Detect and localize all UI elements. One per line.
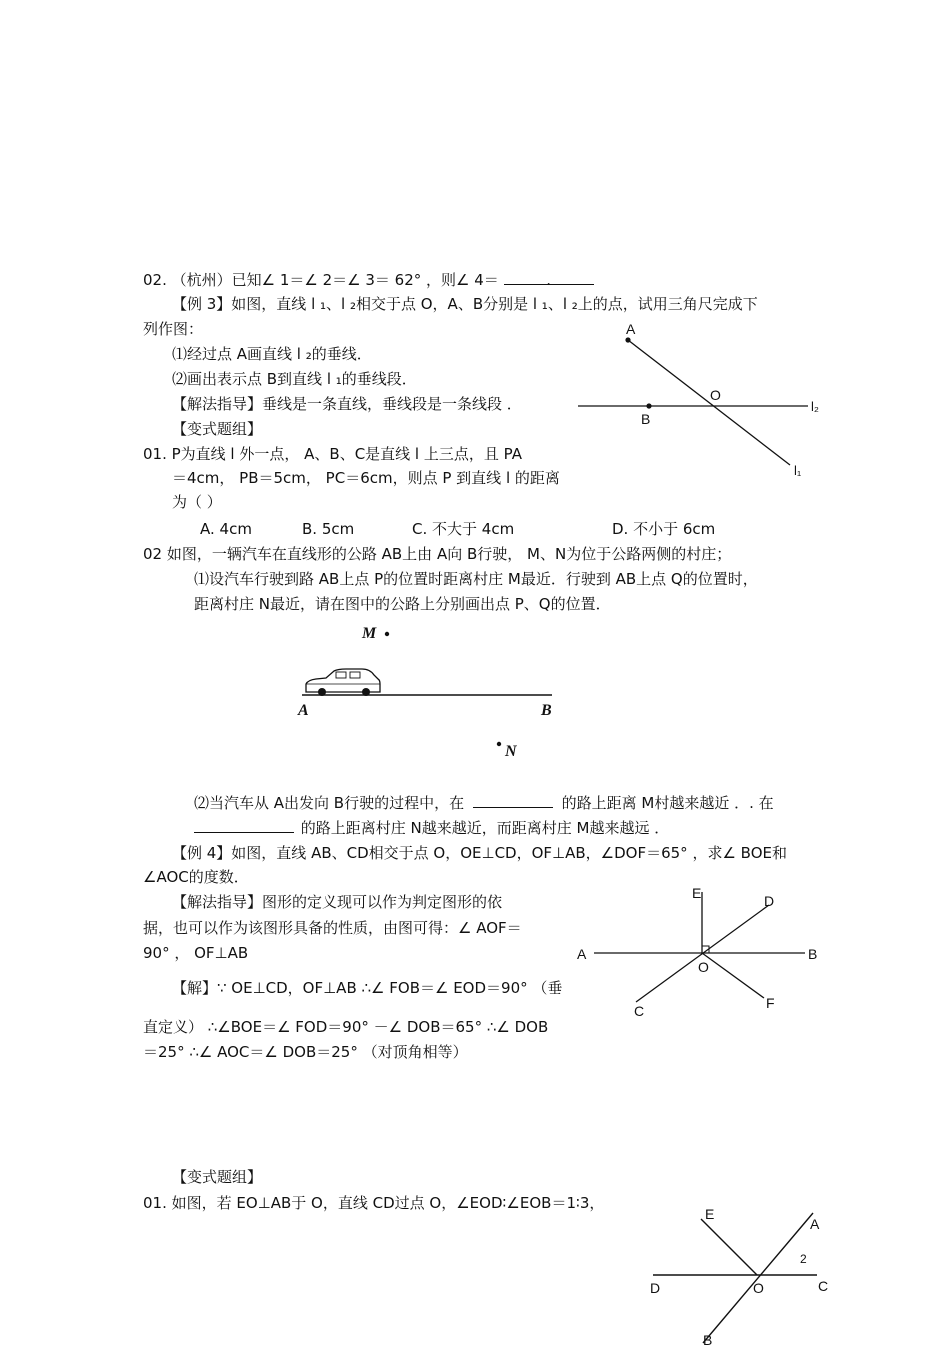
- variant01-line1: 01. P为直线 l 外一点， A、B、C是直线 l 上三点，且 PA: [143, 445, 522, 463]
- point-m: [385, 632, 389, 636]
- car-icon: [306, 669, 380, 696]
- point-n: [497, 742, 501, 746]
- answer-blank: .: [504, 270, 594, 285]
- label-b: B: [641, 411, 651, 427]
- label-n: N: [505, 743, 517, 760]
- label-a: A: [298, 702, 309, 719]
- example4-guide2: 据，也可以作为该图形具备的性质，由图可得：∠ AOF＝: [143, 919, 522, 937]
- variant2-question01: 01. 如图，若 EO⊥AB于 O，直线 CD过点 O，∠EOD∶∠EOB＝1∶3，: [143, 1194, 605, 1212]
- label-b: B: [541, 702, 552, 719]
- question-02-car-sub2-line1: [194, 793, 774, 813]
- figure-angle-example4: [570, 880, 830, 1025]
- answer-blank: [194, 818, 294, 833]
- option-d: D. 不小于 6cm: [612, 520, 716, 538]
- example3-line1: 【例 3】如图，直线 l ₁、l ₂相交于点 O，A、B分别是 l ₁、l ₂上的点，试用三角尺完成下: [172, 295, 758, 313]
- question-text: 02. （杭州）已知∠ 1＝∠ 2＝∠ 3＝ 62° ，则∠ 4＝: [143, 271, 499, 289]
- example3-variant-title: 【变式题组】: [172, 420, 263, 438]
- ray-of: [702, 953, 764, 998]
- option-b: B. 5cm: [302, 520, 355, 538]
- variant01-line2: ＝4cm， PB＝5cm， PC＝6cm，则点 P 到直线 l 的距离: [172, 469, 560, 487]
- label-l1: l₁: [794, 463, 802, 478]
- example3-line2: 列作图：: [143, 320, 204, 338]
- label-l2: l₂: [811, 399, 819, 414]
- label-a: A: [577, 946, 587, 962]
- example4-guide1: 【解法指导】图形的定义现可以作为判定图形的依: [172, 893, 503, 911]
- figure-road-with-car: [290, 620, 570, 770]
- question-02-car-sub1-line2: 距离村庄 N最近，请在图中的公路上分别画出点 P、Q的位置．: [194, 595, 611, 613]
- variant2-title: 【变式题组】: [172, 1168, 263, 1186]
- example3-item1: ⑴经过点 A画直线 l ₂的垂线．: [172, 345, 372, 363]
- point-a: [625, 337, 630, 342]
- figure-intersecting-lines-l1-l2: [570, 318, 830, 483]
- question-02-hangzhou: [143, 270, 594, 290]
- example4-solution2: 直定义） ∴∠BOE＝∠ FOD＝90° －∠ DOB＝65° ∴∠ DOB: [143, 1018, 549, 1036]
- label-o: O: [698, 959, 709, 975]
- label-o: O: [753, 1280, 764, 1296]
- example3-guide: 【解法指导】垂线是一条直线，垂线段是一条线段 ．: [172, 395, 522, 413]
- sub2-text-c: 的路上距离村庄 N越来越近，而距离村庄 M越来越远 ．: [300, 819, 670, 837]
- example4-solution3: ＝25° ∴∠ AOC＝∠ DOB＝25° （对顶角相等）: [143, 1043, 468, 1061]
- label-c: C: [634, 1003, 645, 1019]
- option-c: C. 不大于 4cm: [412, 520, 515, 538]
- answer-blank: [473, 793, 553, 808]
- ray-oe: [701, 1219, 757, 1275]
- label-a: A: [810, 1216, 820, 1232]
- sub2-text-a: ⑵当汽车从 A出发向 B行驶的过程中，在: [194, 794, 465, 812]
- variant01-line3: 为（ ）: [172, 493, 222, 511]
- sub2-text-b: 的路上距离 M村越来越近 ．. 在: [561, 794, 774, 812]
- line-ab: [703, 1213, 813, 1343]
- example4-line1: 【例 4】如图，直线 AB、CD相交于点 O，OE⊥CD，OF⊥AB，∠DOF＝65° ，求∠ BOE和: [172, 844, 787, 862]
- label-d: D: [764, 893, 775, 909]
- label-a: A: [626, 321, 636, 337]
- label-e: E: [705, 1206, 715, 1222]
- example4-solution1: 【解】∵ OE⊥CD，OF⊥AB ∴∠ FOB＝∠ EOD＝90° （垂: [172, 979, 563, 997]
- option-a: A. 4cm: [200, 520, 252, 538]
- line-l1: [628, 340, 790, 465]
- figure-angle-variant2: [645, 1205, 845, 1345]
- label-b: B: [808, 946, 818, 962]
- question-02-car-sub2-line2: [194, 818, 669, 838]
- label-d: D: [650, 1280, 661, 1296]
- label-2: 2: [800, 1252, 807, 1266]
- point-b: [646, 403, 651, 408]
- label-f: F: [766, 995, 775, 1011]
- label-m: M: [362, 625, 377, 642]
- label-c: C: [818, 1278, 829, 1294]
- example4-line2: ∠AOC的度数．: [143, 868, 249, 886]
- label-o: O: [710, 387, 721, 403]
- question-02-car-sub1-line1: ⑴设汽车行驶到路 AB上点 P的位置时距离村庄 M最近．行驶到 AB上点 Q的位置时，: [194, 570, 758, 588]
- question-02-car-line1: 02 如图，一辆汽车在直线形的公路 AB上由 A向 B行驶， M、N为位于公路两侧的村庄；: [143, 545, 732, 563]
- example3-item2: ⑵画出表示点 B到直线 l ₁的垂线段．: [172, 370, 417, 388]
- example4-guide3: 90° ， OF⊥AB: [143, 944, 249, 962]
- label-e: E: [692, 885, 702, 901]
- label-b: B: [703, 1332, 713, 1345]
